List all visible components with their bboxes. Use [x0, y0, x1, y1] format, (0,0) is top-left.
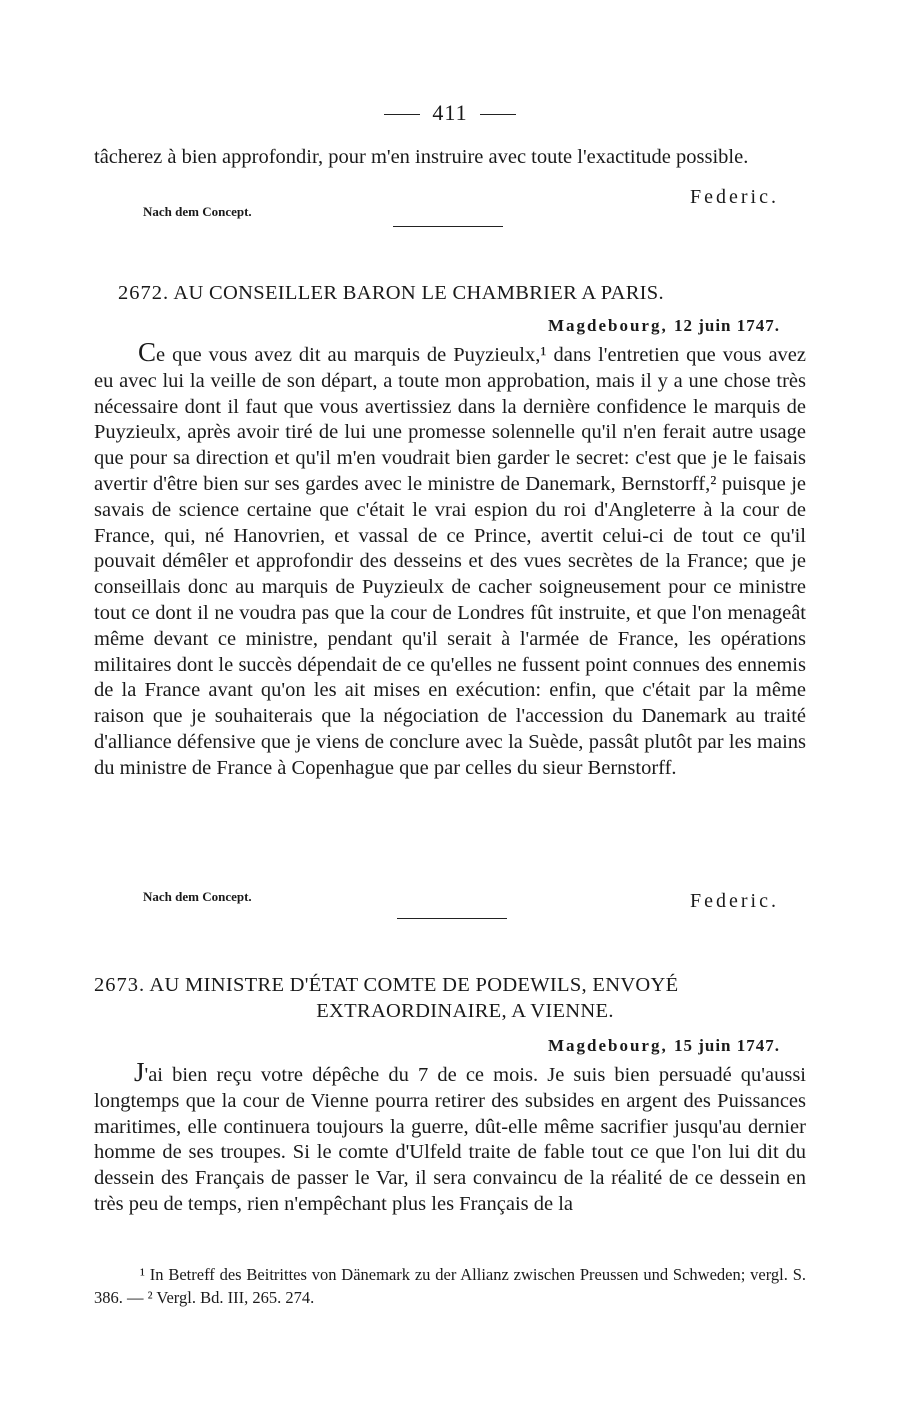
page-number: [0, 100, 900, 126]
letter-2672-dateline: [548, 316, 780, 336]
letter-2673-dropcap: J: [134, 1057, 145, 1087]
letter-2673-place: Magdebourg,: [547, 1036, 668, 1055]
letter-2673-body: [94, 1057, 806, 1218]
page-number-dash-right: [480, 114, 516, 115]
letter-2673-heading: [94, 972, 806, 1024]
continuation-paragraph: tâcherez à bien approfondir, pour m'en instruire avec toute l'exactitude possible.: [94, 146, 749, 168]
footnotes: [94, 1263, 806, 1309]
letter-2673-heading-line2: EXTRAORDINAIRE, A VIENNE.: [316, 1000, 614, 1022]
letter-2672-signature: Federic.: [690, 890, 779, 912]
continuation-signature: Federic.: [690, 186, 779, 208]
section-divider-2: [397, 918, 507, 919]
letter-2673-date: 15 juin 1747.: [673, 1036, 780, 1055]
letter-2672-body: [94, 337, 806, 782]
section-divider-1: [393, 226, 503, 227]
letter-2672-heading: [118, 280, 830, 306]
continuation-source-note: Nach dem Concept.: [143, 204, 252, 219]
page-number-value: 411: [432, 100, 468, 125]
letter-2673-dateline: [548, 1036, 780, 1056]
footnote-text: ¹ In Betreff des Beitrittes von Dänemark zu der Allianz zwischen Preussen und Schweden; vergl. S. 386. — ² Vergl. Bd. III, 265. 274.: [94, 1265, 806, 1307]
letter-2672-dropcap: C: [138, 337, 157, 367]
page-number-dash-left: [384, 114, 420, 115]
letter-2672-body-text: e que vous avez dit au marquis de Puyzieulx,¹ dans l'entretien que vous avez eu avec lui la veille de son départ, a toute mon approbation, mais il y a une chose très nécessaire dont il faut que vous avertissiez dans la dernière confidence le marquis de Puyzieulx, après avoir tiré de lui une promesse solennelle qu'il n'en ferait autre usage que pour sa direction et qu'il m'en voudrait bien garder le secret: c'est que je le faisais avertir d'être bien sur ses gardes avec le ministre de Danemark, Bernstorff,² puisque je savais de science certaine que c'était le vrai espion du roi d'Angleterre à la cour de France, qui, né Hanovrien, et vassal de ce Prince, avertit celui-ci de tout ce qu'il pouvait démêler et approfondir des desseins et des vues secrètes de la France; que je conseillais donc au marquis de Puyzieulx de cacher soigneusement pour ce ministre tout ce dont il ne voudra pas que la cour de Londres fût instruite, et que l'on menageât même devant ce ministre, pendant qu'il serait à l'armée de France, les opérations militaires dont le succès dépendait de ce qu'elles ne fussent point connues des ennemis de la France avant qu'on les ait mises en exécution: enfin, que c'était par la même raison que je souhaiterais que la négociation de l'accession du Danemark au traité d'alliance défensive que je viens de conclure avec la Suède, passât plutôt par les mains du ministre de France à Copenhague que par celles du sieur Bernstorff.: [94, 344, 806, 779]
letter-2673-title-line1: AU MINISTRE D'ÉTAT COMTE DE PODEWILS, ENVOYÉ: [149, 974, 679, 996]
letter-2673-body-text: 'ai bien reçu votre dépêche du 7 de ce mois. Je suis bien persuadé qu'aussi longtemps que la cour de Vienne pourra retirer des subsides en argent des Puissances maritimes, elle continuera toujours la guerre, dût-elle même sacrifier jusqu'au dernier homme de ses troupes. Si le comte d'Ulfeld traite de fable tout ce que l'on lui dit du dessein des Français de passer le Var, il sera convaincu de la réalité de ce dessein en très peu de temps, rien n'empêchant plus les Français de la: [94, 1064, 806, 1215]
letter-2673-heading-line1: [94, 972, 806, 998]
letter-2672-number: 2672.: [118, 282, 170, 304]
letter-2672-source-note: Nach dem Concept.: [143, 889, 252, 904]
letter-2672-place: Magdebourg,: [547, 316, 668, 335]
letter-2672-date: 12 juin 1747.: [673, 316, 780, 335]
letter-2673-number: 2673.: [94, 974, 146, 996]
letter-2672-title: AU CONSEILLER BARON LE CHAMBRIER A PARIS.: [173, 282, 664, 304]
